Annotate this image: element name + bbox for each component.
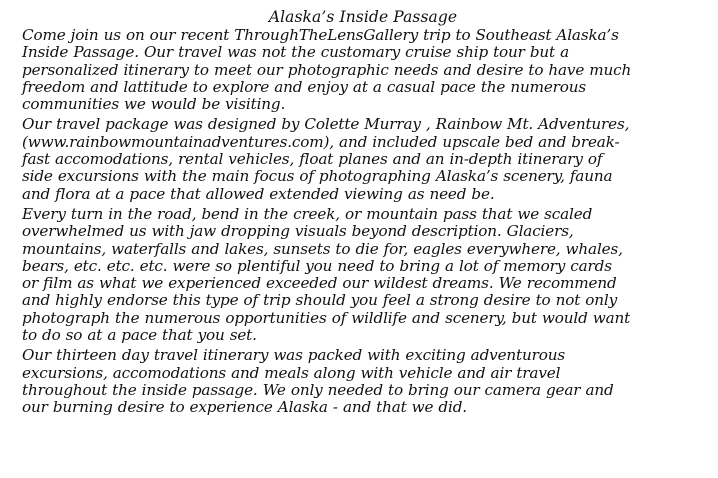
text-line: side excursions with the main focus of photographing Alaska’s scenery, fauna	[22, 167, 613, 186]
text-line: and highly endorse this type of trip should you feel a strong desire to not only	[22, 291, 618, 310]
text-line: or film as what we experienced exceeded our wildest dreams. We recommend	[22, 274, 617, 293]
text-line: excursions, accomodations and meals along with vehicle and air travel	[22, 363, 561, 382]
document-title: Alaska’s Inside Passage	[268, 8, 458, 26]
text-line: freedom and lattitude to explore and enjoy at a casual pace the numerous	[22, 77, 587, 96]
paragraph-itinerary	[22, 347, 704, 416]
paragraph-intro	[22, 27, 704, 113]
text-line: Come join us on our recent ThroughTheLensGallery trip to Southeast Alaska’s	[22, 26, 619, 44]
text-line: our burning desire to experience Alaska - and that we did.	[22, 398, 467, 417]
text-line: (www.rainbowmountainadventures.com), and included upscale bed and break-	[22, 132, 620, 151]
text-line: and flora at a pace that allowed extended viewing as need be.	[22, 184, 495, 203]
text-line: Every turn in the road, bend in the creek, or mountain pass that we scaled	[22, 204, 593, 223]
text-line: mountains, waterfalls and lakes, sunsets to die for, eagles everywhere, whales,	[22, 239, 623, 258]
paragraph-experience	[22, 206, 704, 344]
text-line: overwhelmed us with jaw dropping visuals beyond description. Glaciers,	[22, 222, 574, 241]
text-line: personalized itinerary to meet our photographic needs and desire to have much	[22, 60, 632, 79]
paragraph-travel-package	[22, 116, 704, 202]
text-line: Our thirteen day travel itinerary was packed with exciting adventurous	[22, 346, 566, 365]
text-line: to do so at a pace that you set.	[22, 326, 257, 345]
text-line: communities we would be visiting.	[22, 95, 286, 114]
text-line: throughout the inside passage. We only needed to bring our camera gear and	[22, 380, 614, 399]
text-line: photograph the numerous opportunities of wildlife and scenery, but would want	[22, 308, 631, 327]
text-line: fast accomodations, rental vehicles, float planes and an in-depth itinerary of	[22, 150, 603, 169]
text-line: bears, etc. etc. etc. were so plentiful you need to bring a lot of memory cards	[22, 256, 612, 275]
text-line: Our travel package was designed by Colette Murray , Rainbow Mt. Adventures,	[22, 115, 630, 134]
text-line: Inside Passage. Our travel was not the customary cruise ship tour but a	[22, 43, 569, 62]
